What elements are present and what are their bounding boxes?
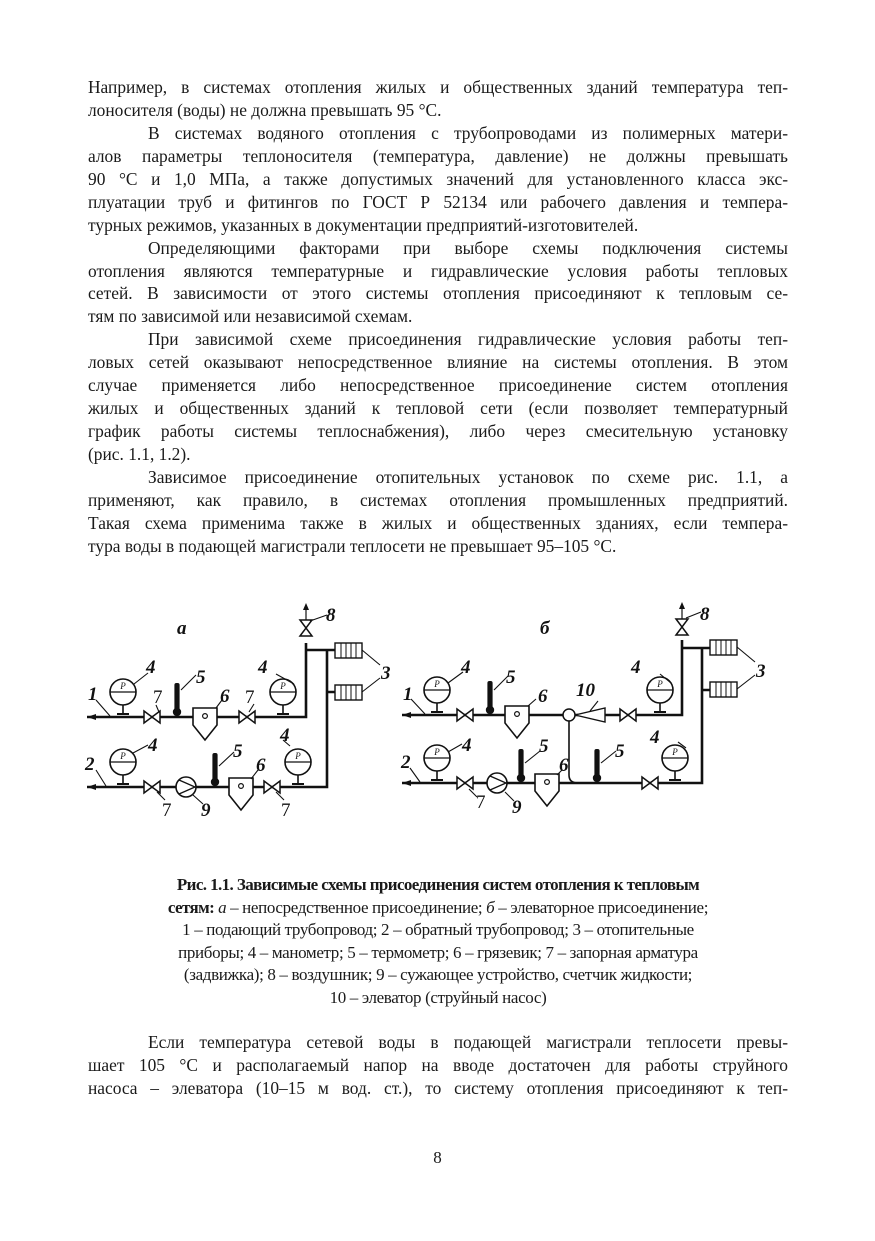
radiator-icon xyxy=(710,640,737,655)
text-line: тура воды в подающей магистрали теплосети не превышает 95–105 °С. xyxy=(88,535,617,556)
caption-text: – элеваторное присоединение; xyxy=(494,897,709,917)
text-line: (рис. 1.1, 1.2). xyxy=(88,444,191,464)
pressure-gauge-icon xyxy=(285,749,311,784)
caption-line xyxy=(84,919,792,942)
label-6: 6 xyxy=(538,686,548,707)
diagram-b-title: б xyxy=(540,618,550,639)
label-5: 5 xyxy=(506,667,516,688)
label-9: 9 xyxy=(512,797,522,818)
text-line: Если температура сетевой воды в подающей магистрали теплосети превы- xyxy=(148,1032,788,1052)
pressure-gauge-icon xyxy=(662,745,688,780)
elevator-jet-pump-icon xyxy=(563,708,605,722)
caption-text: (задвижка); 8 – воздушник; 9 – сужающее устройство, счетчик жидкости; xyxy=(183,965,693,985)
text-line: жилых и общественных зданий к тепловой сети (если позволяет температурный xyxy=(88,398,788,419)
label-6: 6 xyxy=(256,755,266,776)
text-line: алов параметры теплоносителя (температура, давление) не должны превышать xyxy=(88,145,788,166)
pressure-gauge-icon xyxy=(270,679,296,714)
label-7: 7 xyxy=(245,687,255,708)
thermometer-icon xyxy=(173,683,181,716)
label-4: 4 xyxy=(146,657,156,678)
label-4: 4 xyxy=(280,725,290,746)
paragraph xyxy=(88,328,788,466)
shutoff-valve-icon xyxy=(620,709,636,721)
thermometer-icon xyxy=(517,749,525,782)
text-line: применяют, как правило, в системах отопления промышленных предприятий. xyxy=(88,489,788,510)
text-line: сетей. В зависимости от этого системы отопления присоединяют к тепловым се- xyxy=(88,283,788,304)
label-4: 4 xyxy=(148,735,158,756)
text-line: график работы системы теплоснабжения), либо через смесительную установку xyxy=(88,421,788,442)
caption-line xyxy=(84,987,792,1010)
text-line: тям по зависимой или независимой схемам. xyxy=(88,306,413,327)
label-4: 4 xyxy=(650,727,660,748)
label-7: 7 xyxy=(153,687,163,708)
label-4: 4 xyxy=(462,735,472,756)
label-2: 2 xyxy=(401,752,411,773)
caption-text: а xyxy=(218,897,227,917)
shutoff-valve-icon xyxy=(642,777,658,789)
label-5: 5 xyxy=(615,741,625,762)
caption-text: б xyxy=(486,897,495,917)
shutoff-valve-icon xyxy=(457,709,473,721)
shutoff-valve-icon xyxy=(144,711,160,723)
label-6: 6 xyxy=(220,686,230,707)
page-number: 8 xyxy=(433,1148,442,1167)
label-1: 1 xyxy=(88,684,98,705)
caption-text: – непосредственное присоединение; xyxy=(226,897,487,917)
flow-arrow-icon xyxy=(87,714,96,790)
caption-text: приборы; 4 – манометр; 5 – термометр; 6 – грязевик; 7 – запорная арматура xyxy=(178,942,698,962)
label-1: 1 xyxy=(403,684,413,705)
thermometer-icon xyxy=(593,749,601,782)
paragraph xyxy=(88,237,788,329)
caption-text: 10 – элеватор (струйный насос) xyxy=(329,987,547,1007)
radiator-icon xyxy=(335,643,362,658)
text-line: Определяющими факторами при выборе схемы подключения системы xyxy=(148,237,788,258)
caption-line xyxy=(84,897,792,920)
text-line: При зависимой схеме присоединения гидравлические условия работы теп- xyxy=(148,329,788,350)
caption-title: сетям: xyxy=(167,897,215,917)
diagram-a-title: а xyxy=(177,618,187,639)
paragraph xyxy=(88,466,788,558)
shutoff-valve-icon xyxy=(264,781,280,793)
radiator-icon xyxy=(710,682,737,697)
label-5: 5 xyxy=(539,736,549,757)
flow-meter-icon xyxy=(487,773,507,793)
label-8: 8 xyxy=(326,605,336,626)
thermometer-icon xyxy=(211,753,219,786)
text-line: лоносителя (воды) не должна превышать 95 °С. xyxy=(88,99,442,120)
text-line: случае применяется либо непосредственное присоединение систем отопления xyxy=(88,375,788,396)
paragraph xyxy=(88,1031,788,1100)
mud-trap-icon xyxy=(193,708,217,740)
pressure-gauge-icon xyxy=(110,749,136,784)
body-text-top xyxy=(88,76,788,558)
air-vent-icon xyxy=(300,603,312,636)
label-7: 7 xyxy=(162,800,172,821)
pressure-gauge-icon xyxy=(647,677,673,712)
diagram-b xyxy=(400,602,766,818)
shutoff-valve-icon xyxy=(239,711,255,723)
text-line: В системах водяного отопления с трубопроводами из полимерных матери- xyxy=(148,122,788,143)
caption-line xyxy=(84,874,792,897)
body-text-bottom xyxy=(88,1031,788,1100)
label-6: 6 xyxy=(559,755,569,776)
label-7: 7 xyxy=(281,800,291,821)
caption-title: Рис. 1.1. Зависимые схемы присоединения систем отопления к тепловым xyxy=(176,875,700,894)
text-line: Например, в системах отопления жилых и общественных зданий температура теп- xyxy=(88,77,788,97)
diagram-a xyxy=(84,603,391,821)
label-4: 4 xyxy=(258,657,268,678)
text-line: Зависимое присоединение отопительных установок по схеме рис. 1.1, а xyxy=(148,466,788,487)
caption-line xyxy=(84,964,792,987)
label-5: 5 xyxy=(196,667,206,688)
text-line: турных режимов, указанных в документации предприятий-изготовителей. xyxy=(88,214,639,235)
label-7: 7 xyxy=(476,792,486,813)
figure-1-1-heating-connection-schemes xyxy=(0,580,875,830)
mud-trap-icon xyxy=(505,706,529,738)
shutoff-valve-icon xyxy=(144,781,160,793)
label-3: 3 xyxy=(756,661,766,682)
pressure-gauge-icon xyxy=(110,679,136,714)
mud-trap-icon xyxy=(229,778,253,810)
text-line: ловых сетей оказывают непосредственное влияние на системы отопления. В этом xyxy=(88,352,788,373)
thermometer-icon xyxy=(486,681,494,714)
shutoff-valve-icon xyxy=(457,777,473,789)
label-9: 9 xyxy=(201,800,211,821)
label-4: 4 xyxy=(631,657,641,678)
label-10: 10 xyxy=(576,680,595,701)
radiator-icon xyxy=(335,685,362,700)
caption-line xyxy=(84,942,792,965)
text-line: плуатации труб и фитингов по ГОСТ Р 52134 или рабочего давления и темпера- xyxy=(88,191,788,212)
caption-text: 1 – подающий трубопровод; 2 – обратный трубопровод; 3 – отопительные xyxy=(182,920,694,940)
pressure-gauge-icon xyxy=(424,745,450,780)
text-line: Такая схема применима также в жилых и общественных зданиях, если темпера- xyxy=(88,512,788,533)
mud-trap-icon xyxy=(535,774,559,806)
pressure-gauge-icon xyxy=(424,677,450,712)
bypass-pipe xyxy=(569,721,578,783)
flow-meter-icon xyxy=(176,777,196,797)
paragraph xyxy=(88,122,788,237)
label-3: 3 xyxy=(381,663,391,684)
flow-arrow-icon xyxy=(402,712,411,786)
text-line: 90 °С и 1,0 МПа, а также допустимых значений для установленного класса экс- xyxy=(88,168,788,189)
text-line: шает 105 °С и располагаемый напор на вводе достаточен для работы струйного xyxy=(88,1054,788,1075)
paragraph xyxy=(88,76,788,122)
text-line: отопления являются температурные и гидравлические условия работы тепловых xyxy=(88,260,788,281)
label-2: 2 xyxy=(85,754,95,775)
text-line: насоса – элеватора (10–15 м вод. ст.), то систему отопления присоединяют к теп- xyxy=(88,1077,788,1098)
label-4: 4 xyxy=(461,657,471,678)
figure-caption xyxy=(84,874,792,1010)
label-8: 8 xyxy=(700,604,710,625)
label-5: 5 xyxy=(233,741,243,762)
